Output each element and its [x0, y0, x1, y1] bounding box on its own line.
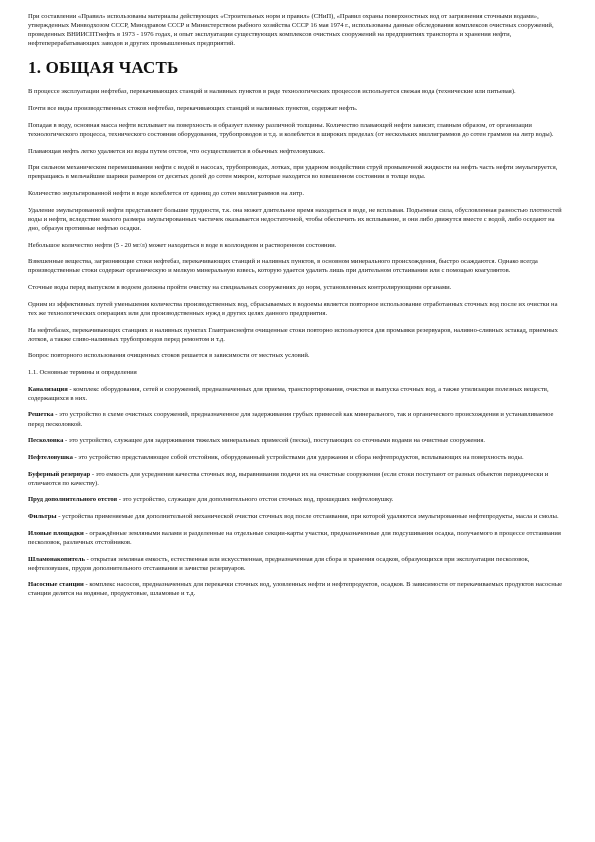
term-text: - это емкость для усреднения качества сточных вод, выравнивания подачи их на очистные сооружения (если стоки поступают от разных объектов периодически и отличаются по качеству).: [28, 470, 549, 487]
term-name: Решетка: [28, 411, 54, 419]
term-name: Буферный резервуар: [28, 470, 91, 478]
term-definition: [28, 555, 568, 573]
term-text: - ограждённые земляными валами и разделенные на отдельные секции-карты участки, предназначенные для подсушивания осадка, получаемого в процессе отстаивания песколовок, различных отстойников.: [28, 529, 561, 546]
paragraph-9: Взвешенные вещества, загрязняющие стоки нефтебаз, перекачивающих станций и наливных пунктов, в основном минерального происхождения, быстро осаждаются. Однако всегда производственные стоки содержат органическую и мелкую минеральную взвесь, которую удается удалить лишь при длительном отстаивании или с помощью коагулянтов.: [28, 258, 538, 275]
paragraph-12: На нефтебазах, перекачивающих станциях и наливных пунктах Главтранснефти очищенные стоки повторно используются для промывки резервуаров, наливно-сливных эстакад, приемных лотков, а также сливо-наливных трубопроводов перед ремонтом и т.д.: [28, 326, 558, 343]
term-definition: [28, 436, 568, 445]
paragraph-13: Вопрос повторного использования очищенных стоков решается в зависимости от местных условий.: [28, 352, 310, 360]
paragraph-2: Почти все виды производственных стоков нефтебаз, перекачивающих станций и наливных пунктов, содержат нефть.: [28, 105, 358, 113]
paragraph-6: Количество эмульгированной нефти в воде колеблется от единиц до сотен миллиграммов на литр.: [28, 190, 304, 197]
term-definition: [28, 385, 568, 403]
term-text: - это устройство, служащее для дополнительного отстоя сточных вод, прошедших нефтеловушку.: [117, 496, 394, 504]
term-text: - открытая земляная емкость, естественная или искусственная, предназначенная для сбора и хранения осадков, образующихся при эксплуатации песколовок, нефтеловушек, прудов дополнительного отстаивания и зачистке резервуаров.: [28, 555, 530, 572]
term-definition: [28, 453, 568, 462]
document-page: [28, 12, 568, 606]
term-name: Шламонакопитель: [28, 555, 85, 563]
term-text: - устройства применяемые для дополнительной механической очистки сточных вод после отстаивания, при которой удаляются эмульгированные нефтепродукты, масла и смолы.: [56, 513, 559, 521]
paragraph-7: Удаление эмульгированной нефти представляет большие трудности, т.к. она может длительное время находиться в воде, не всплывая. Подъемная сила, обусловленная разностью плотностей воды и нефти, вследствие малого размера эмульгированных частичек оказывается недостаточной, чтобы обеспечить их всплывание, и они либо движутся вместе с водой, либо оседают на дно, образуя противные нефтью осадки.: [28, 206, 562, 232]
term-name: Насосные станции: [28, 581, 84, 589]
term-name: Фильтры: [28, 513, 57, 521]
term-text: - это устройство в схеме очистных сооружений, предназначенное для задерживания грубых примесей как минерального, так и органического происхождения и устанавливаемое перед песколовкой.: [28, 411, 554, 428]
term-definition: [28, 495, 568, 504]
term-text: - это устройство, служащее для задерживания тяжелых минеральных примесей (песка), поступающих со сточными водами на очистные сооружения.: [63, 437, 486, 445]
paragraph-3: Попадая в воду, основная масса нефти всплывает на поверхность и образует пленку различной толщины. Количество плавающей нефти зависит, главным образом, от организации технологического процесса, технического состояния оборудования, трубопроводов и т.д. и колеблется в широких пределах (от нескольких миллиграммов до сотен граммов на литр воды).: [28, 121, 554, 138]
term-name: Песколовка: [28, 437, 64, 445]
section-heading: 1. ОБЩАЯ ЧАСТЬ: [28, 58, 179, 78]
term-name: Пруд дополнительного отстоя: [28, 496, 118, 504]
term-definition: [28, 529, 568, 547]
term-definition: [28, 580, 568, 598]
term-text: - комплекс оборудования, сетей и сооружений, предназначенных для приема, транспортирования, очистки и выпуска сточных вод, а также утилизации полезных веществ, содержащихся в них.: [28, 385, 549, 402]
paragraph-5: При сильном механическом перемешивании нефти с водой в насосах, трубопроводах, лотках, при ударном воздействии струй промывочной жидкости на нефть часть нефти эмульгируется, превращаясь в мельчайшие шарики размером от десятых долей до сотен микрон, которые находятся во взвешенном состоянии в толще воды.: [28, 164, 558, 181]
term-text: - это устройство представляющее собой отстойник, оборудованный устройствами для удержания и сбора нефтепродуктов, всплывающих на поверхность воды.: [72, 453, 524, 461]
term-name: Нефтеловушка: [28, 453, 73, 461]
paragraph-4: Плавающая нефть легко удаляется из воды путем отстоя, что осуществляется в обычных нефтеловушках.: [28, 147, 325, 155]
intro-paragraph: При составлении «Правил» использованы материалы действующих «Строительных норм и правил» (СНиП), «Правил охраны поверхностных вод от загрязнения сточными водами», утвержденных Минводхозом СССР, Минздравом СССР и Министерством рыбного хозяйства СССР 16 мая 1974 г., использованы данные обследования комплексов очистных сооружений, проведенных ВНИИСПТнефть в 1973 - 1976 годах, и опыт эксплуатации существующих комплексов очистных сооружений на предприятиях транспорта и хранения нефти, нефтеперерабатывающих заводов и других промышленных предприятий.: [28, 13, 554, 48]
paragraph-11: Одним из эффективных путей уменьшения количества производственных вод, сбрасываемых в водоемы является повторное использование отработанных сточных вод после их очистки на тех же технологических операциях или для производственных нужд в других целях данного предприятия.: [28, 300, 558, 317]
subsection-heading: 1.1. Основные термины и определения: [28, 368, 137, 376]
term-definition: [28, 512, 568, 521]
term-definition: [28, 470, 568, 488]
term-definition: [28, 410, 568, 428]
term-text: - комплекс насосов, предназначенных для перекачки сточных вод, уловленных нефти и нефтепродуктов, осадков. В зависимости от перекачиваемых продуктов насосные станции делятся на водяные, продуктовые, шламовые и т.д.: [28, 581, 563, 598]
paragraph-8: Небольшое количество нефти (5 - 20 мг/л) может находиться в воде в коллоидном и растворенном состоянии.: [28, 241, 337, 249]
paragraph-1: В процессе эксплуатации нефтебаз, перекачивающих станций и наливных пунктов в ряде технологических процессов используется свежая вода (технические или питьевая).: [28, 88, 516, 96]
paragraph-10: Сточные воды перед выпуском в водоем должны пройти очистку на специальных сооружениях до норм, установленных контролирующими органами.: [28, 284, 452, 292]
term-name: Иловые площадки: [28, 529, 84, 537]
term-name: Канализация: [28, 385, 68, 393]
